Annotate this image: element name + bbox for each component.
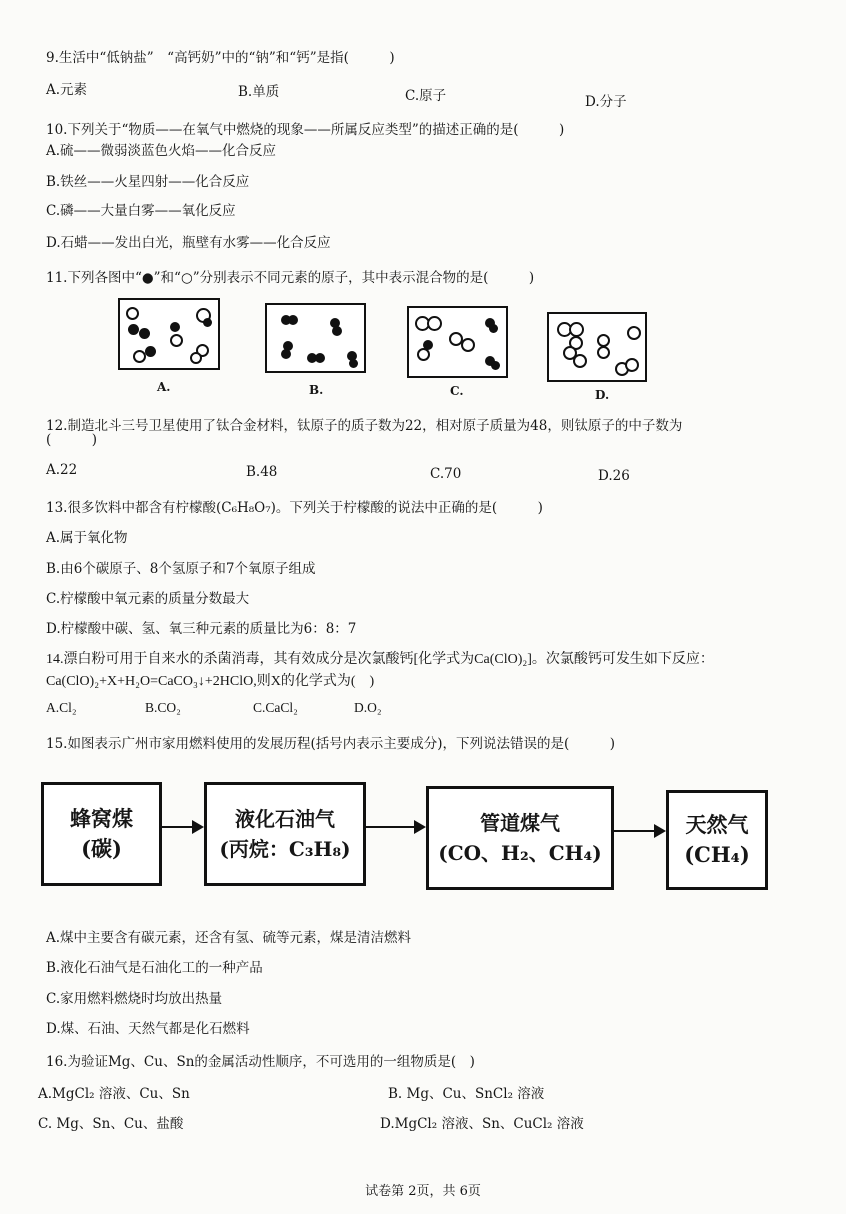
q14-option-c: C.CaCl₂	[253, 700, 298, 715]
white-atom	[597, 346, 610, 359]
q9-option-a: A.元素	[46, 82, 88, 98]
fuel-name: 天然气	[685, 812, 749, 837]
arrow-right-icon	[162, 826, 202, 828]
q12-option-b: B.48	[246, 464, 278, 480]
fuel-name: 管道煤气	[480, 811, 560, 835]
arrow-right-icon	[614, 830, 664, 832]
black-atom	[491, 361, 500, 370]
q15-option-d: D.煤、石油、天然气都是化石燃料	[46, 1021, 250, 1037]
fuel-component: (CO、H₂、CH₄)	[438, 841, 602, 865]
q16-stem: 16.为验证Mg、Cu、Sn的金属活动性顺序，不可选用的一组物质是( )	[46, 1054, 475, 1070]
q15-option-a: A.煤中主要含有碳元素，还含有氢、硫等元素，煤是清洁燃料	[46, 930, 412, 946]
q14-option-b: B.CO₂	[145, 700, 181, 715]
q13-option-b: B.由6个碳原子、8个氢原子和7个氧原子组成	[46, 561, 316, 577]
white-atom	[569, 322, 584, 337]
white-atom	[417, 348, 430, 361]
black-atom	[145, 346, 156, 357]
black-atom	[288, 315, 298, 325]
q9-option-b: B.单质	[238, 84, 280, 100]
q12-stem-cont: ( )	[46, 432, 98, 448]
black-atom	[489, 324, 498, 333]
q16-option-d: D.MgCl₂ 溶液、Sn、CuCl₂ 溶液	[380, 1116, 584, 1132]
fuel-box-honeycomb-coal	[41, 782, 162, 886]
black-atom	[128, 324, 139, 335]
q15-stem: 15.如图表示广州市家用燃料使用的发展历程(括号内表示主要成分)，下列说法错误的是( )	[46, 736, 616, 752]
black-atom	[332, 326, 342, 336]
q10-option-a: A.硫——微弱淡蓝色火焰——化合反应	[46, 143, 277, 159]
q12-option-a: A.22	[46, 462, 78, 478]
q9-option-d: D.分子	[585, 94, 627, 110]
fuel-component: (碳)	[81, 836, 122, 861]
black-atom	[281, 349, 291, 359]
q9-option-c: C.原子	[405, 88, 447, 104]
q10-stem: 10.下列关于“物质——在氧气中燃烧的现象——所属反应类型”的描述正确的是( )	[46, 122, 565, 138]
particle-diagram-b	[265, 303, 366, 373]
q14-stem: 14.漂白粉可用于自来水的杀菌消毒，其有效成分是次氯酸钙[化学式为Ca(ClO)₂]。次氯酸钙可发生如下反应：	[46, 652, 714, 667]
fuel-component: (CH₄)	[684, 842, 750, 867]
q12-stem: 12.制造北斗三号卫星使用了钛合金材料，钛原子的质子数为22，相对原子质量为48，则钛原子的中子数为	[46, 418, 683, 434]
q9-stem: 9.生活中“低钠盐” “高钙奶”中的“钠”和“钙”是指( )	[46, 50, 395, 66]
q13-option-d: D.柠檬酸中碳、氢、氧三种元素的质量比为6：8：7	[46, 621, 357, 637]
q15-option-b: B.液化石油气是石油化工的一种产品	[46, 960, 263, 976]
fuel-name: 蜂窝煤	[70, 806, 133, 831]
q16-option-c: C. Mg、Sn、Cu、盐酸	[38, 1116, 184, 1132]
white-atom	[170, 334, 183, 347]
q10-option-d: D.石蜡——发出白光，瓶壁有水雾——化合反应	[46, 235, 331, 251]
q12-option-d: D.26	[598, 468, 630, 484]
q14-option-a: A.Cl₂	[46, 700, 77, 715]
black-atom	[203, 318, 212, 327]
white-atom	[133, 350, 146, 363]
q13-option-c: C.柠檬酸中氧元素的质量分数最大	[46, 591, 250, 607]
fuel-box-lpg	[204, 782, 366, 886]
black-atom	[170, 322, 180, 332]
q15-option-c: C.家用燃料燃烧时均放出热量	[46, 991, 223, 1007]
black-atom	[139, 328, 150, 339]
q11-stem: 11.下列各图中“●”和“○”分别表示不同元素的原子，其中表示混合物的是( )	[46, 270, 535, 286]
fuel-box-pipeline-gas	[426, 786, 614, 890]
arrow-right-icon	[366, 826, 424, 828]
q14-equation: Ca(ClO)₂+X+H₂O=CaCO₃↓+2HClO,则X的化学式为( )	[46, 674, 375, 689]
fuel-name: 液化石油气	[235, 807, 335, 831]
particle-diagram-c	[407, 306, 508, 378]
q14-option-d: D.O₂	[354, 700, 382, 715]
particle-diagram-a	[118, 298, 220, 370]
white-atom	[627, 326, 641, 340]
diagram-label-c: C.	[450, 384, 464, 398]
q10-option-c: C.磷——大量白雾——氧化反应	[46, 203, 236, 219]
white-atom	[625, 358, 639, 372]
q13-stem: 13.很多饮料中都含有柠檬酸(C₆H₈O₇)。下列关于柠檬酸的说法中正确的是( )	[46, 500, 543, 516]
fuel-box-natural-gas	[666, 790, 768, 890]
white-atom	[126, 307, 139, 320]
white-atom	[190, 352, 202, 364]
diagram-label-d: D.	[595, 388, 610, 402]
diagram-label-b: B.	[309, 383, 324, 397]
diagram-label-a: A.	[157, 380, 171, 394]
black-atom	[349, 359, 358, 368]
q16-option-b: B. Mg、Cu、SnCl₂ 溶液	[388, 1086, 545, 1102]
white-atom	[461, 338, 475, 352]
particle-diagram-d	[547, 312, 647, 382]
q12-option-c: C.70	[430, 466, 462, 482]
white-atom	[427, 316, 442, 331]
white-atom	[573, 354, 587, 368]
fuel-component: (丙烷：C₃H₈)	[219, 837, 351, 861]
page-footer: 试卷第 2页，共 6页	[365, 1184, 481, 1199]
q13-option-a: A.属于氧化物	[46, 530, 128, 546]
q16-option-a: A.MgCl₂ 溶液、Cu、Sn	[38, 1086, 190, 1102]
q10-option-b: B.铁丝——火星四射——化合反应	[46, 174, 250, 190]
black-atom	[315, 353, 325, 363]
